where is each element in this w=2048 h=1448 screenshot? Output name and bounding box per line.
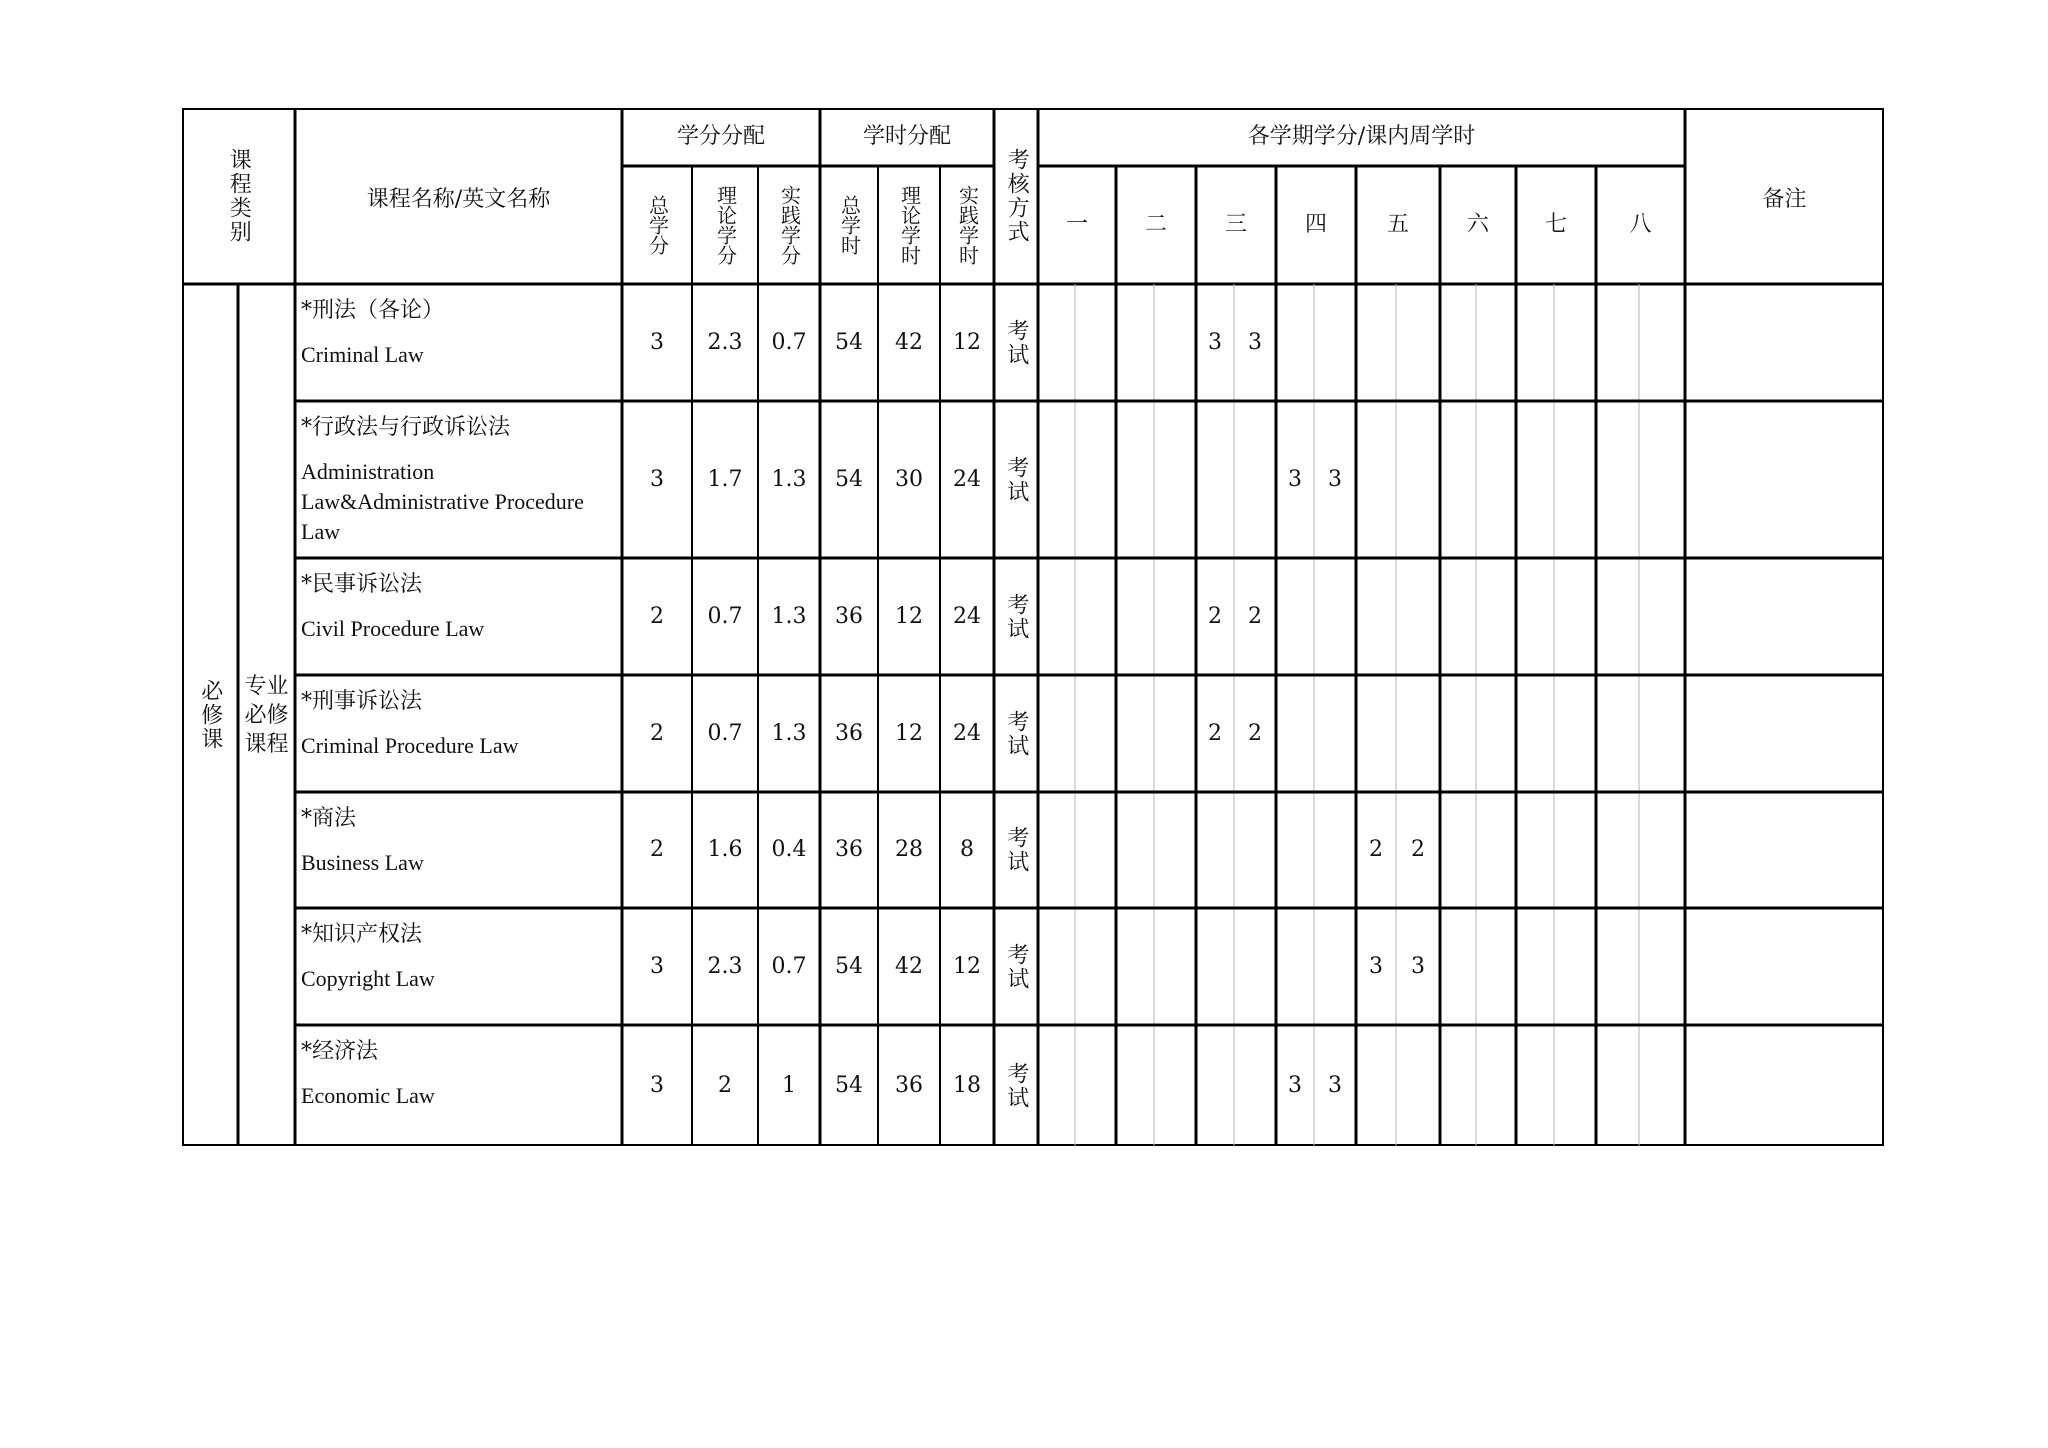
curriculum-table [182, 108, 1884, 1146]
header-semester-2: 二 [1144, 212, 1167, 238]
theory-credit-cell: 2.3 [707, 953, 743, 979]
header-theory-hours: 理论学时 [897, 185, 922, 265]
practice-credit-cell: 1.3 [771, 720, 807, 746]
header-category: 课程类别 [226, 148, 252, 244]
course-name-cell [301, 1037, 618, 1111]
header-semester-1: 一 [1065, 212, 1088, 238]
theory-hours-cell: 12 [895, 603, 923, 629]
theory-credit-cell: 2 [718, 1072, 732, 1098]
theory-credit-cell: 1.7 [707, 466, 743, 492]
semester-credit-value: 2 [1208, 720, 1222, 746]
total-hours-cell: 36 [835, 603, 863, 629]
course-name-cell [301, 920, 618, 994]
theory-hours-cell: 30 [895, 466, 923, 492]
total-credit-cell: 3 [650, 329, 664, 355]
semester-hours-value: 2 [1411, 837, 1425, 863]
header-practice-credit: 实践学分 [777, 185, 802, 265]
theory-credit-cell: 1.6 [707, 837, 743, 863]
total-credit-cell: 2 [650, 720, 664, 746]
course-name-zh: *刑事诉讼法 [301, 689, 423, 714]
course-name-cell [301, 413, 618, 547]
course-name-en: Copyright Law [301, 966, 435, 991]
semester-credit-value: 2 [1369, 837, 1383, 863]
course-name-en: Criminal Procedure Law [301, 733, 519, 758]
course-name-cell [301, 296, 618, 370]
course-name-cell [301, 804, 618, 878]
course-name-zh: *刑法（各论） [301, 298, 445, 323]
practice-credit-cell: 0.7 [771, 329, 807, 355]
course-name-zh: *行政法与行政诉讼法 [301, 415, 511, 440]
semester-credit-value: 2 [1208, 603, 1222, 629]
total-hours-cell: 54 [835, 329, 863, 355]
course-name-zh: *民事诉讼法 [301, 572, 423, 597]
course-name-en: Civil Procedure Law [301, 616, 485, 641]
exam-method-cell: 考试 [1003, 592, 1029, 641]
semester-hours-value: 2 [1248, 603, 1262, 629]
header-semester-6: 六 [1466, 212, 1489, 238]
total-credit-cell: 2 [650, 603, 664, 629]
semester-credit-value: 3 [1208, 329, 1222, 355]
exam-method-cell: 考试 [1003, 455, 1029, 504]
exam-method-cell: 考试 [1003, 826, 1029, 874]
practice-credit-cell: 0.4 [771, 837, 807, 863]
semester-credit-value: 3 [1288, 1072, 1302, 1098]
course-name-zh: *商法 [301, 806, 357, 831]
header-semester-group: 各学期学分/课内周学时 [1247, 124, 1476, 150]
course-name-en: Administration Law&Administrative Procedure Law [301, 459, 584, 544]
practice-hours-cell: 12 [953, 953, 981, 979]
semester-hours-value: 3 [1328, 466, 1342, 492]
course-name-cell [301, 570, 618, 644]
theory-hours-cell: 28 [895, 837, 923, 863]
practice-hours-cell: 24 [953, 603, 981, 629]
total-credit-cell: 3 [650, 1072, 664, 1098]
theory-hours-cell: 36 [895, 1072, 923, 1098]
total-hours-cell: 54 [835, 1072, 863, 1098]
exam-method-cell: 考试 [1003, 942, 1029, 991]
header-semester-8: 八 [1629, 212, 1652, 238]
course-name-zh: *经济法 [301, 1039, 379, 1064]
course-name-en: Criminal Law [301, 342, 424, 367]
practice-credit-cell: 1.3 [771, 466, 807, 492]
exam-method-cell: 考试 [1003, 1061, 1029, 1110]
practice-hours-cell: 24 [953, 720, 981, 746]
total-credit-cell: 3 [650, 953, 664, 979]
theory-credit-cell: 0.7 [707, 720, 743, 746]
practice-credit-cell: 1 [782, 1072, 796, 1098]
theory-hours-cell: 12 [895, 720, 923, 746]
header-remark: 备注 [1762, 187, 1807, 212]
semester-credit-value: 3 [1369, 953, 1383, 979]
header-theory-credit: 理论学分 [713, 185, 738, 265]
practice-credit-cell: 0.7 [771, 953, 807, 979]
total-hours-cell: 36 [835, 720, 863, 746]
category-required: 必修课 [197, 679, 223, 751]
semester-hours-value: 3 [1248, 329, 1262, 355]
theory-hours-cell: 42 [895, 953, 923, 979]
course-name-en: Economic Law [301, 1083, 435, 1108]
total-hours-cell: 54 [835, 953, 863, 979]
course-name-cell [301, 687, 618, 761]
practice-credit-cell: 1.3 [771, 603, 807, 629]
header-credit-allocation: 学分分配 [676, 124, 765, 150]
header-total-hours: 总学时 [837, 195, 862, 255]
header-exam-method: 考核方式 [1004, 148, 1030, 244]
total-hours-cell: 54 [835, 466, 863, 492]
semester-hours-value: 3 [1411, 953, 1425, 979]
practice-hours-cell: 18 [953, 1072, 981, 1098]
course-name-zh: *知识产权法 [301, 922, 423, 947]
exam-method-cell: 考试 [1003, 709, 1029, 758]
total-hours-cell: 36 [835, 837, 863, 863]
subcategory-major-required: 专业必修课程 [244, 673, 289, 757]
header-course-name: 课程名称/英文名称 [366, 187, 551, 212]
semester-credit-value: 3 [1288, 466, 1302, 492]
semester-hours-value: 2 [1248, 720, 1262, 746]
theory-credit-cell: 0.7 [707, 603, 743, 629]
total-credit-cell: 3 [650, 466, 664, 492]
practice-hours-cell: 8 [960, 837, 974, 863]
practice-hours-cell: 12 [953, 329, 981, 355]
theory-credit-cell: 2.3 [707, 329, 743, 355]
header-total-credit: 总学分 [645, 195, 670, 255]
course-name-en: Business Law [301, 850, 424, 875]
header-semester-7: 七 [1544, 212, 1567, 238]
header-practice-hours: 实践学时 [955, 185, 980, 265]
header-semester-5: 五 [1386, 212, 1409, 238]
header-semester-3: 三 [1224, 212, 1247, 238]
semester-hours-value: 3 [1328, 1072, 1342, 1098]
exam-method-cell: 考试 [1003, 318, 1029, 367]
theory-hours-cell: 42 [895, 329, 923, 355]
practice-hours-cell: 24 [953, 466, 981, 492]
header-semester-4: 四 [1304, 212, 1327, 238]
header-hour-allocation: 学时分配 [862, 124, 951, 150]
total-credit-cell: 2 [650, 837, 664, 863]
